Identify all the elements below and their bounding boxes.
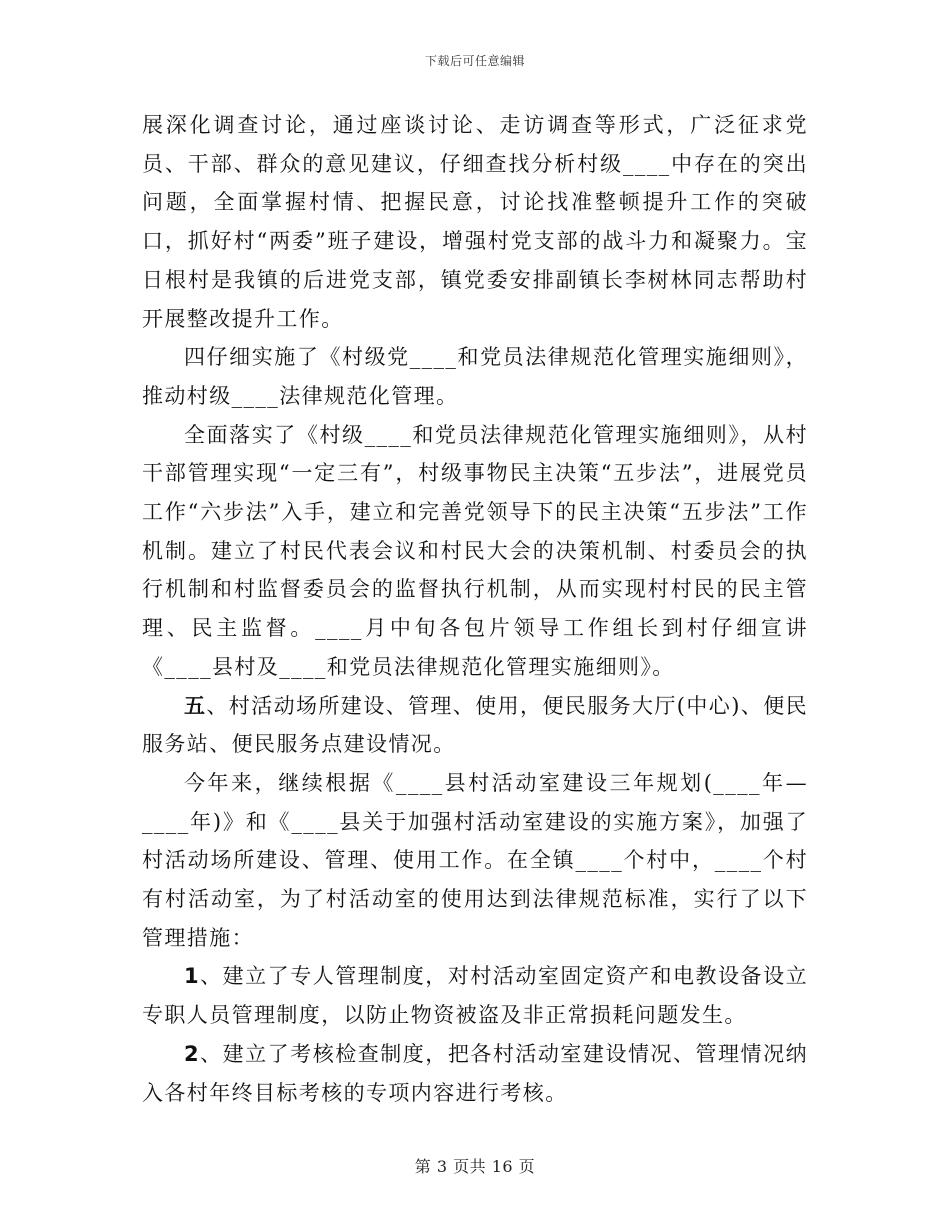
paragraph-5: 今年来，继续根据《____县村活动室建设三年规划(____年—____年)》和《____县关于加强村活动室建设的实施方案》，加强了村活动场所建设、管理、使用工作。在全镇____个村中，____个村有村活动室，为了村活动室的使用达到法律规范标准，实行了以下管理措施： [142, 770, 808, 950]
paragraph-2: 四仔细实施了《村级党____和党员法律规范化管理实施细则》，推动村级____法律规范化管理。 [142, 345, 808, 408]
paragraph-3: 全面落实了《村级____和党员法律规范化管理实施细则》，从村干部管理实现“一定三有”，村级事物民主决策“五步法”，进展党员工作“六步法”入手，建立和完善党领导下的民主决策“五步法”工作机制。建立了村民代表会议和村民大会的决策机制、村委员会的执行机制和村监督委员会的监督执行机制，从而实现村村民的民主管理、民主监督。____月中旬各包片领导工作组长到村仔细宣讲《____县村及____和党员法律规范化管理实施细则》。 [142, 422, 808, 679]
page-footer: 第 3 页共 16 页 [414, 1157, 536, 1176]
list-item-2 [142, 1035, 808, 1112]
list-item-number: 1 [184, 964, 201, 989]
paragraph-1: 展深化调查讨论，通过座谈讨论、走访调查等形式，广泛征求党员、干部、群众的意见建议，仔细查找分析村级____中存在的突出问题，全面掌握村情、把握民意，讨论找准整顿提升工作的突破口，抓好村“两委”班子建设，增强村党支部的战斗力和凝聚力。宝日根村是我镇的后进党支部，镇党委安排副镇长李树林同志帮助村开展整改提升工作。 [142, 113, 808, 331]
section-heading-5 [142, 687, 808, 764]
list-item-text: 、建立了专人管理制度，对村活动室固定资产和电教设备设立专职人员管理制度，以防止物资被盗及非正常损耗问题发生。 [142, 964, 808, 1028]
list-item-1 [142, 957, 808, 1034]
document-body [142, 106, 808, 1112]
page-header: 下载后可任意编辑 [424, 54, 525, 68]
list-item-number: 2 [184, 1041, 201, 1066]
section-heading-text: 、村活动场所建设、管理、使用，便民服务大厅(中心)、便民服务站、便民服务点建设情况。 [142, 693, 808, 757]
section-number: 五 [184, 693, 207, 718]
list-item-text: 、建立了考核检查制度，把各村活动室建设情况、管理情况纳入各村年终目标考核的专项内容进行考核。 [142, 1041, 808, 1105]
